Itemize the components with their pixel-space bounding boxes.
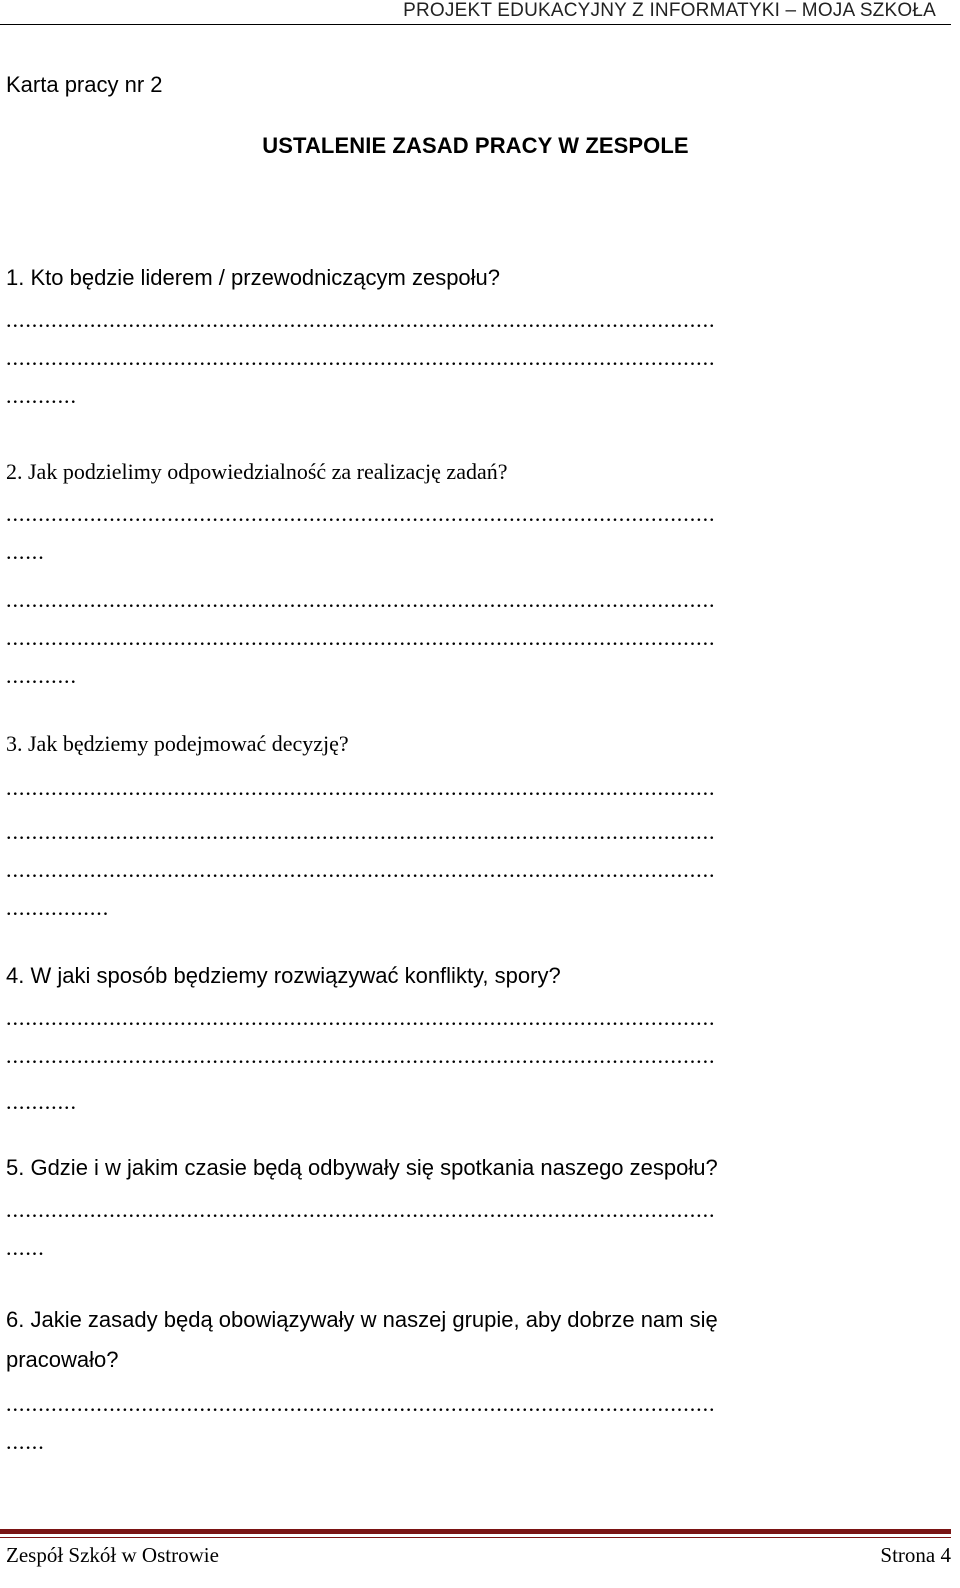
worksheet-label: Karta pracy nr 2 — [6, 72, 163, 97]
answer-line[interactable]: ...... — [6, 539, 45, 564]
answer-line[interactable]: .............................................................................................................. — [6, 1043, 716, 1068]
answer-line[interactable]: .............................................................................................................. — [6, 345, 716, 370]
answer-line[interactable]: .............................................................................................................. — [6, 587, 716, 612]
footer-divider — [0, 1529, 951, 1534]
question-6: 6. Jakie zasady będą obowiązywały w naszej grupie, aby dobrze nam się — [6, 1307, 718, 1332]
question-5: 5. Gdzie i w jakim czasie będą odbywały się spotkania naszego zespołu? — [6, 1155, 718, 1180]
answer-line[interactable]: ...... — [6, 1429, 45, 1454]
answer-line[interactable]: .............................................................................................................. — [6, 501, 716, 526]
answer-line[interactable]: .............................................................................................................. — [6, 857, 716, 882]
answer-line[interactable]: .............................................................................................................. — [6, 775, 716, 800]
answer-line[interactable]: .............................................................................................................. — [6, 1005, 716, 1030]
footer-school-name: Zespół Szkół w Ostrowie — [6, 1543, 219, 1567]
footer-page-number: Strona 4 — [880, 1543, 951, 1567]
question-2: 2. Jak podzielimy odpowiedzialność za realizację zadań? — [6, 459, 508, 484]
answer-line[interactable]: .............................................................................................................. — [6, 1391, 716, 1416]
question-4: 4. W jaki sposób będziemy rozwiązywać konflikty, spory? — [6, 963, 561, 988]
answer-line[interactable]: .............................................................................................................. — [6, 625, 716, 650]
header-divider — [0, 24, 951, 25]
question-3: 3. Jak będziemy podejmować decyzję? — [6, 731, 349, 756]
answer-line[interactable]: ................ — [6, 895, 110, 920]
answer-line[interactable]: ........... — [6, 663, 77, 688]
header-title: PROJEKT EDUKACYJNY Z INFORMATYKI – MOJA SZKOŁA — [403, 0, 936, 21]
worksheet-title: USTALENIE ZASAD PRACY W ZESPOLE — [262, 133, 689, 158]
footer-divider-thin — [0, 1537, 951, 1538]
answer-line[interactable]: .............................................................................................................. — [6, 1197, 716, 1222]
answer-line[interactable]: .............................................................................................................. — [6, 819, 716, 844]
answer-line[interactable]: .............................................................................................................. — [6, 307, 716, 332]
question-6-continuation: pracowało? — [6, 1347, 119, 1372]
answer-line[interactable]: ........... — [6, 1089, 77, 1114]
answer-line[interactable]: ...... — [6, 1235, 45, 1260]
question-1: 1. Kto będzie liderem / przewodniczącym zespołu? — [6, 265, 501, 290]
answer-line[interactable]: ........... — [6, 383, 77, 408]
